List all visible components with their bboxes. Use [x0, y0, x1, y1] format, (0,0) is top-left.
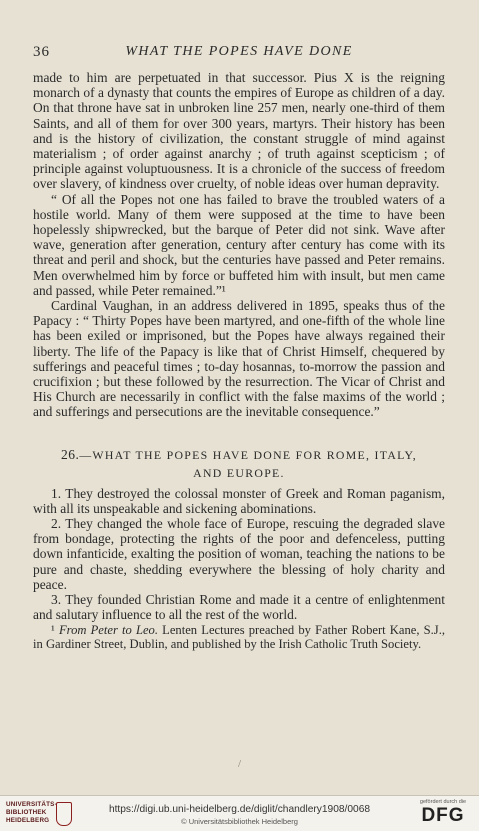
footnote	[33, 623, 445, 652]
footnote-marker: ¹	[51, 622, 55, 637]
section-title-line-2: AND EUROPE.	[193, 465, 285, 480]
dfg-logo[interactable]	[415, 799, 471, 826]
paragraph: Cardinal Vaughan, in an address delivered in 1895, speaks thus of the Papacy : “ Thirty Popes have been martyred, and one-fifth of the whole line has been exiled or imprisoned, but the Popes have always regained their liberty. The life of the Papacy is like that of Christ Himself, chequered by sufferings and peaceful times ; to-day hosannas, to-morrow the passion and crucifixion ; but these followed by the resurrection. The Vicar of Christ and His Church are necessarily in conflict with the false maxims of the world ; and sufferings and persecutions are the inevitable consequence.”	[33, 298, 445, 420]
list-item: 2. They changed the whole face of Europe, rescuing the degraded slave from bondage, protecting the rights of the poor and defenceless, putting down infanticide, exalting the position of woman, teaching the nations to be pure and chaste, shedding everywhere the blessing of holy charity and peace.	[33, 516, 445, 592]
copyright-notice: © Universitätsbibliothek Heidelberg	[181, 817, 298, 826]
permalink-url[interactable]: https://digi.ub.uni-heidelberg.de/diglit/chandlery1908/0068	[108, 804, 371, 815]
footnote-text: Lenten Lectures preached by Father Robert Kane, S.J., in Gardiner Street, Dublin, and published by the Irish Catholic Truth Society.	[33, 622, 446, 652]
list-item: 3. They founded Christian Rome and made it a centre of enlightenment and salutary influence to all the rest of the world.	[33, 592, 445, 623]
body-text	[33, 70, 445, 652]
paragraph: “ Of all the Popes not one has failed to brave the troubled waters of a hostile world. Many of them were supposed at the time to have been hopelessly shipwrecked, but the barque of Peter did not sink. Wave after wave, generation after generation, century after century has come with its threat and peril and shock, but the centuries have passed and Peter remains. Men overwhelmed him by force or buffeted him with insult, but men came and passed, while Peter remained.”¹	[33, 191, 445, 298]
section-heading	[33, 446, 445, 482]
running-title: WHAT THE POPES HAVE DONE	[125, 44, 353, 59]
library-name-line: HEIDELBERG	[6, 817, 50, 824]
footnote-title: From Peter to Leo.	[58, 622, 158, 637]
funder-caption: gefördert durch die	[419, 799, 467, 805]
viewer-footer	[0, 795, 479, 831]
funder-logo-text: DFG	[421, 805, 465, 826]
section-title-line-1: —WHAT THE POPES HAVE DONE FOR ROME, ITALY,	[79, 447, 418, 462]
running-head	[33, 44, 445, 64]
list-item: 1. They destroyed the colossal monster of Greek and Roman paganism, with all its unspeakable and sickening abominations.	[33, 485, 445, 516]
pencil-mark: /	[238, 758, 242, 770]
library-name-line: BIBLIOTHEK	[6, 809, 47, 816]
page-number: 36	[33, 44, 50, 60]
library-name-line: UNIVERSITÄTS-	[6, 801, 57, 808]
paragraph: made to him are perpetuated in that successor. Pius X is the reigning monarch of a dynasty that counts the empires of Europe as children of a day. On that throne have sat in unbroken line 257 men, nearly one-third of them Saints, and all of them for over 300 years, martyrs. Their history has been and is the history of civilization, the constant struggle of mind against materialism ; of order against anarchy ; of truth against scepticism ; of principle against voluptuousness. It is a chronicle of the success of freedom over slavery, of kindness over cruelty, of noble ideas over human depravity.	[33, 70, 445, 192]
section-number: 26.	[60, 446, 80, 462]
